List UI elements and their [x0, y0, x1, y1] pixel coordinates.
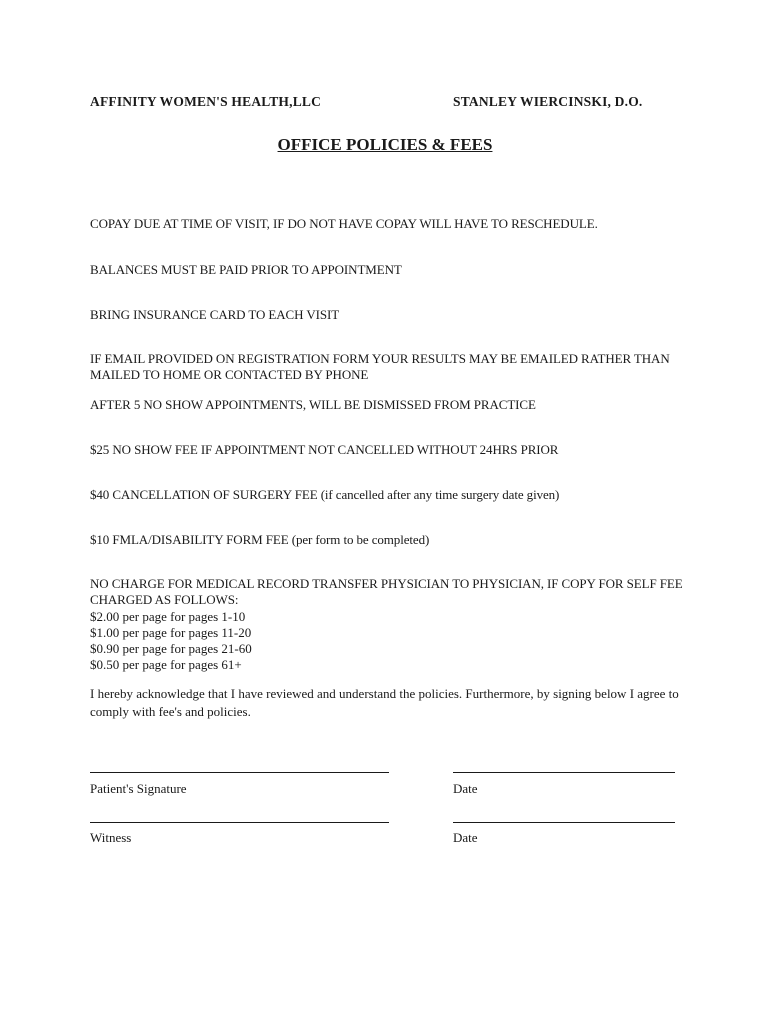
record-fee-rate: $0.50 per page for pages 61+ — [90, 657, 242, 672]
patient-signature-label: Patient's Signature — [90, 781, 187, 796]
policy-email-results: IF EMAIL PROVIDED ON REGISTRATION FORM YOUR RESULTS MAY BE EMAILED RATHER THAN MAILED TO HOME OR CONTACTED BY PHONE — [90, 351, 670, 382]
policy-no-show-fee: $25 NO SHOW FEE IF APPOINTMENT NOT CANCELLED WITHOUT 24HRS PRIOR — [90, 442, 559, 457]
record-fee-rate: $1.00 per page for pages 11-20 — [90, 625, 252, 640]
date-line-1[interactable] — [453, 772, 675, 773]
acknowledgment-text: I hereby acknowledge that I have reviewed and understand the policies. Furthermore, by signing below I agree to comply with fee's and policies. — [90, 686, 679, 719]
policy-fmla-form-fee: $10 FMLA/DISABILITY FORM FEE (per form to be completed) — [90, 532, 430, 547]
date-label: Date — [453, 830, 478, 845]
date-line-2[interactable] — [453, 822, 675, 823]
policy-medical-records: NO CHARGE FOR MEDICAL RECORD TRANSFER PHYSICIAN TO PHYSICIAN, IF COPY FOR SELF FEE CHARGED AS FOLLOWS: — [90, 576, 683, 607]
policy-no-show-dismissal: AFTER 5 NO SHOW APPOINTMENTS, WILL BE DISMISSED FROM PRACTICE — [90, 397, 536, 412]
policy-balances: BALANCES MUST BE PAID PRIOR TO APPOINTMENT — [90, 262, 402, 277]
policy-surgery-cancellation-fee: $40 CANCELLATION OF SURGERY FEE (if cancelled after any time surgery date given) — [90, 487, 560, 502]
record-fee-rate: $2.00 per page for pages 1-10 — [90, 609, 246, 624]
date-label: Date — [453, 781, 478, 796]
policy-copay: COPAY DUE AT TIME OF VISIT, IF DO NOT HAVE COPAY WILL HAVE TO RESCHEDULE. — [90, 216, 598, 231]
patient-signature-line[interactable] — [90, 772, 389, 773]
witness-signature-line[interactable] — [90, 822, 389, 823]
document-title: OFFICE POLICIES & FEES — [277, 135, 493, 154]
practice-name: AFFINITY WOMEN'S HEALTH,LLC — [90, 94, 322, 109]
physician-name: STANLEY WIERCINSKI, D.O. — [453, 94, 643, 109]
policy-insurance-card: BRING INSURANCE CARD TO EACH VISIT — [90, 307, 340, 322]
witness-label: Witness — [90, 830, 132, 845]
record-fee-rate: $0.90 per page for pages 21-60 — [90, 641, 252, 656]
